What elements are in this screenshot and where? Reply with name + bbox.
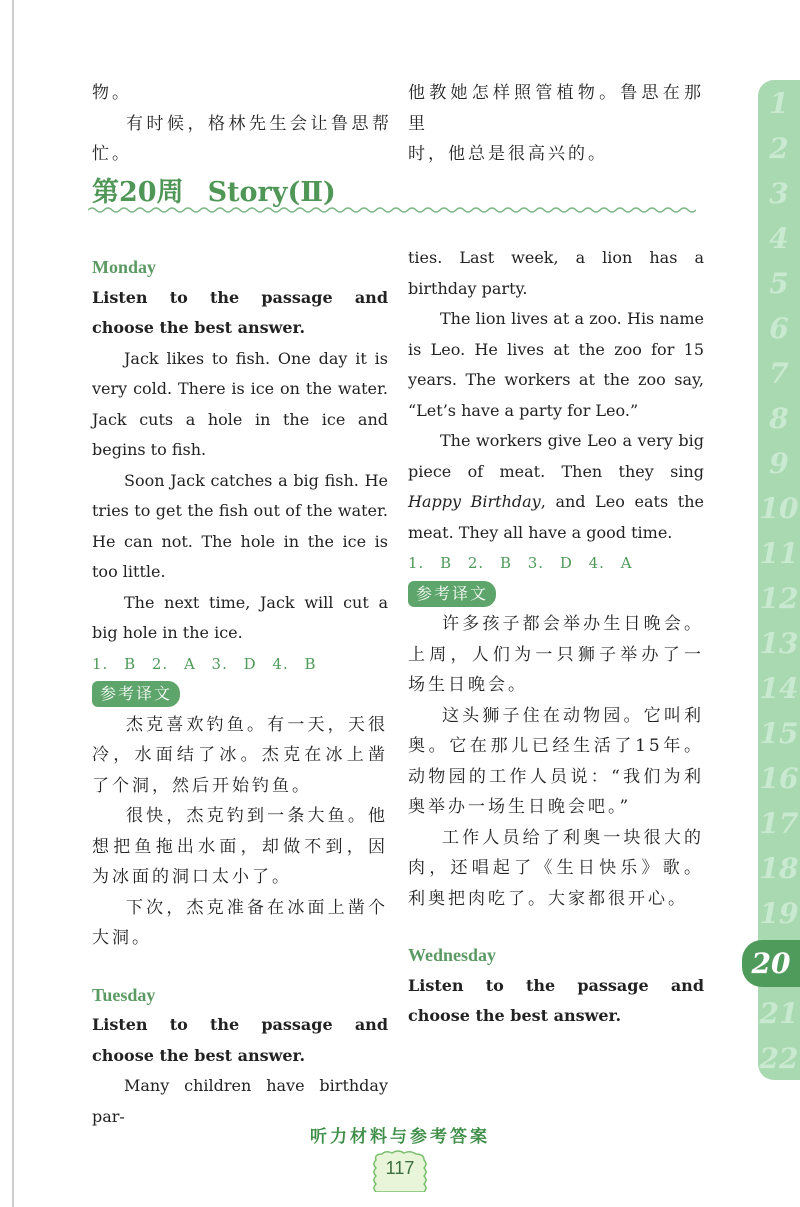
left-column (92, 246, 388, 1132)
week-tab[interactable]: 17 (759, 807, 799, 840)
week-tab[interactable]: 1 (769, 87, 789, 120)
week-tab[interactable]: 10 (759, 492, 799, 525)
song-title: Happy Birthday (408, 492, 541, 511)
tuesday-heading: Tuesday (92, 984, 156, 1005)
tuesday-translation-badge: 参考译文 (408, 581, 496, 607)
week-tab[interactable]: 9 (769, 447, 789, 480)
week-tab[interactable]: 21 (759, 997, 799, 1030)
week-tab[interactable]: 3 (769, 177, 789, 210)
week-tab-strip (751, 80, 800, 1080)
tuesday-translation: 这头狮子住在动物园。它叫利奥。它在那儿已经生活了15年。动物园的工作人员说：“我们为利奥举办一场生日晚会吧。” (408, 705, 704, 817)
monday-instruction: Listen to the passage and choose the best answer. (92, 287, 388, 337)
week-tab[interactable]: 11 (759, 537, 799, 570)
monday-translation-badge: 参考译文 (92, 681, 180, 707)
tuesday-paragraph-cont: ties. Last week, a lion has a birthday party. (408, 248, 704, 298)
wednesday-instruction: Listen to the passage and choose the best answer. (408, 975, 704, 1025)
week-tab[interactable]: 2 (769, 132, 789, 165)
week-tab[interactable]: 4 (769, 222, 789, 255)
right-column (408, 243, 704, 1032)
week-tab[interactable]: 18 (759, 852, 799, 885)
week-tab[interactable]: 6 (769, 312, 789, 345)
week-tab[interactable]: 7 (769, 357, 789, 390)
top-right-text: 他教她怎样照管植物。鲁思在那里 时，他总是很高兴的。 (408, 83, 704, 164)
monday-answers: 1. B 2. A 3. D 4. B (92, 654, 317, 673)
tuesday-answers: 1. B 2. B 3. D 4. A (408, 554, 633, 572)
page-number-badge (370, 1150, 430, 1192)
monday-translation: 下次，杰克准备在冰面上凿个大洞。 (92, 897, 388, 948)
week-tab[interactable]: 22 (759, 1042, 799, 1075)
heading-wavy-underline (88, 205, 696, 215)
tuesday-instruction: Listen to the passage and choose the best answer. (92, 1015, 388, 1065)
week-tab[interactable]: 16 (759, 762, 799, 795)
week-story-title: Story(Ⅱ) (207, 177, 336, 208)
tuesday-translation: 许多孩子都会举办生日晚会。上周，人们为一只狮子举办了一场生日晚会。 (408, 614, 704, 695)
footer-section-title: 听力材料与参考答案 (310, 1127, 490, 1147)
week-tab[interactable]: 5 (769, 267, 789, 300)
week-tab[interactable]: 14 (759, 672, 799, 705)
monday-translation: 很快，杰克钓到一条大鱼。他想把鱼拖出水面，却做不到，因为冰面的洞口太小了。 (92, 806, 388, 887)
top-left-text: 物。 有时候，格林先生会让鲁思帮忙。 (92, 83, 392, 164)
tuesday-paragraph-start: Many children have birthday par- (92, 1076, 388, 1126)
monday-heading: Monday (92, 257, 157, 277)
week-tab[interactable]: 8 (769, 402, 789, 435)
week-heading (92, 170, 336, 209)
wednesday-heading: Wednesday (408, 945, 497, 965)
week-tab[interactable]: 15 (759, 717, 799, 750)
week-tab[interactable]: 12 (759, 582, 799, 615)
week-tab[interactable]: 13 (759, 627, 799, 660)
tuesday-translation: 工作人员给了利奥一块很大的肉，还唱起了《生日快乐》歌。利奥把肉吃了。大家都很开心。 (408, 827, 704, 909)
week-tab[interactable]: 19 (759, 897, 799, 930)
tuesday-paragraph-song: The workers give Leo a very big piece of meat. Then they sing Happy Birthday, and Leo eats the meat. They all have a good time. (408, 431, 705, 542)
monday-paragraph: Jack likes to fish. One day it is very cold. There is ice on the water. Jack cuts a hole in the ice and begins to fish. (92, 348, 388, 459)
monday-paragraph: Soon Jack catches a big fish. He tries to get the fish out of the water. He can not. The hole in the ice is too little. (92, 470, 388, 581)
monday-translation: 杰克喜欢钓鱼。有一天，天很冷，水面结了冰。杰克在冰上凿了个洞，然后开始钓鱼。 (92, 714, 388, 796)
monday-paragraph: The next time, Jack will cut a big hole in the ice. (92, 592, 388, 642)
week-tab-active[interactable]: 20 (742, 940, 800, 987)
page-margin-rule (12, 0, 14, 1207)
page-number: 117 (385, 1158, 415, 1178)
week-number: 第20周 (92, 177, 184, 208)
tuesday-paragraph: The lion lives at a zoo. His name is Leo. He lives at the zoo for 15 years. The workers at the zoo say, “Let’s have a party for Leo.” (408, 309, 704, 420)
